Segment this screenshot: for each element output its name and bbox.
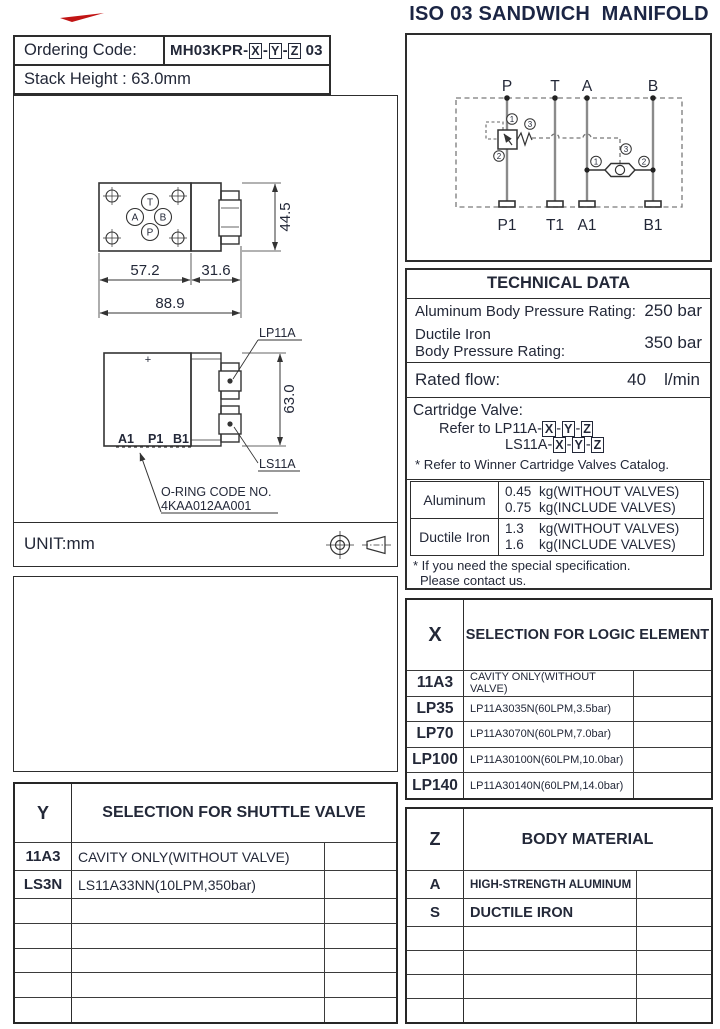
table-row-empty xyxy=(407,998,711,1022)
empty-cell xyxy=(15,924,72,948)
table-row xyxy=(411,482,703,518)
note-line1: * If you need the special specification. xyxy=(413,558,631,574)
cartridge-ref2-text: LS11A- xyxy=(505,436,553,453)
z-code: A xyxy=(407,871,464,898)
empty-panel xyxy=(13,576,398,772)
y-code: 11A3 xyxy=(15,843,72,870)
empty-cell xyxy=(72,998,325,1022)
dim-right-value: 31.6 xyxy=(201,262,231,279)
weight-value: 0.45 xyxy=(505,483,532,499)
ref-box-x: X xyxy=(542,421,555,437)
cartridge-valve-section xyxy=(407,398,710,480)
code-box-z: Z xyxy=(288,43,301,59)
dimension-drawing xyxy=(14,96,395,520)
iron-label-line1: Ductile Iron xyxy=(415,325,491,343)
rated-flow-value: 40 xyxy=(627,369,647,389)
empty-cell xyxy=(72,973,325,997)
technical-data-panel xyxy=(405,268,712,590)
label-b: B xyxy=(647,78,659,95)
dim-total-value: 88.9 xyxy=(155,295,185,312)
y-desc: CAVITY ONLY(WITHOUT VALVE) xyxy=(72,843,325,870)
code-sep: - xyxy=(282,42,288,59)
x-desc: LP11A30100N(60LPM,10.0bar) xyxy=(464,748,634,773)
weight-values xyxy=(499,519,703,555)
body-material-selection-table xyxy=(405,807,713,1024)
label-t: T xyxy=(550,78,560,95)
cartridge-ref-ls11a xyxy=(413,437,704,453)
technical-drawing-panel xyxy=(13,95,398,567)
x-code: 11A3 xyxy=(407,671,464,696)
cartridge-ref1-text: Refer to LP11A- xyxy=(439,420,542,437)
dim-44-5 xyxy=(242,183,294,251)
empty-cell xyxy=(325,899,396,923)
port-letters xyxy=(132,198,167,239)
empty-cell xyxy=(72,924,325,948)
empty-cell xyxy=(634,773,711,798)
projection-angle-icon xyxy=(362,534,392,556)
empty-cell xyxy=(637,999,711,1022)
x-table-key: X xyxy=(407,600,464,670)
weight-label: kg(WITHOUT VALVES) xyxy=(539,520,680,536)
iron-pressure-label xyxy=(415,326,565,360)
side-view-drawing xyxy=(104,326,302,513)
x-desc: LP11A3035N(60LPM,3.5bar) xyxy=(464,697,634,722)
oring-code-label: O-RING CODE NO. xyxy=(161,485,272,499)
ref-box-z: Z xyxy=(591,437,604,453)
table-row xyxy=(407,696,711,722)
z-table-title: BODY MATERIAL xyxy=(521,830,654,848)
logo-swoosh-shape xyxy=(60,13,104,22)
port-label-t: T xyxy=(146,197,154,209)
side-port-b1: B1 xyxy=(173,432,189,446)
marker-3: 3 xyxy=(623,144,629,154)
table-row xyxy=(407,870,711,898)
empty-cell xyxy=(637,951,711,974)
empty-cell xyxy=(325,871,396,898)
cartridge-valve-title: Cartridge Valve: xyxy=(413,401,523,419)
table-row xyxy=(407,898,711,926)
weight-value: 1.6 xyxy=(505,536,524,552)
ref-box-y: Y xyxy=(562,421,575,437)
ordering-code-value xyxy=(165,42,329,59)
table-row xyxy=(15,842,396,870)
weight-label: kg(INCLUDE VALVES) xyxy=(539,536,676,552)
y-code: LS3N xyxy=(15,871,72,898)
rated-flow-row xyxy=(407,363,710,398)
port-label-a: A xyxy=(131,212,139,224)
table-row-empty xyxy=(15,898,396,923)
marker-1: 1 xyxy=(509,114,515,124)
marker-3: 3 xyxy=(527,119,533,129)
empty-cell xyxy=(637,871,711,898)
z-desc: HIGH-STRENGTH ALUMINUM xyxy=(464,871,637,898)
iron-label-line2: Body Pressure Rating: xyxy=(415,342,566,360)
label-b1: B1 xyxy=(643,217,663,234)
unit-strip xyxy=(14,522,397,566)
ordering-code-table xyxy=(13,35,331,95)
table-row-empty xyxy=(407,950,711,974)
rated-flow-value-group xyxy=(627,370,702,390)
weight-material: Ductile Iron xyxy=(411,519,499,555)
empty-cell xyxy=(464,927,637,950)
table-row-empty xyxy=(15,923,396,948)
ref-box-x: X xyxy=(553,437,566,453)
x-code: LP70 xyxy=(407,722,464,747)
ref-sep: - xyxy=(556,420,562,437)
empty-cell xyxy=(325,949,396,973)
ordering-code-row xyxy=(15,37,329,66)
empty-cell xyxy=(407,999,464,1022)
empty-cell xyxy=(407,951,464,974)
weight-section xyxy=(407,480,710,557)
code-box-x: X xyxy=(249,43,263,59)
weight-value: 0.75 xyxy=(505,499,532,515)
dim-widths xyxy=(99,246,241,318)
shuttle-valve-selection-table xyxy=(13,782,398,1024)
ref-sep: - xyxy=(585,436,591,453)
note-line2: Please contact us. xyxy=(420,572,527,588)
x-desc: LP11A3070N(60LPM,7.0bar) xyxy=(464,722,634,747)
table-row-empty xyxy=(407,926,711,950)
x-table-title: SELECTION FOR LOGIC ELEMENT xyxy=(465,627,710,643)
dim-height-value: 44.5 xyxy=(277,202,294,232)
y-table-key: Y xyxy=(15,784,72,842)
table-row xyxy=(411,518,703,555)
weight-value: 1.3 xyxy=(505,520,524,536)
table-row-empty xyxy=(15,997,396,1022)
table-row xyxy=(407,721,711,747)
aluminum-pressure-row xyxy=(407,299,710,324)
ref-sep: - xyxy=(566,436,572,453)
weight-material: Aluminum xyxy=(411,482,499,518)
empty-cell xyxy=(407,975,464,998)
z-desc: DUCTILE IRON xyxy=(464,899,637,926)
dim-63-0 xyxy=(242,353,298,446)
weight-label: kg(INCLUDE VALVES) xyxy=(539,499,676,515)
table-row-empty xyxy=(15,972,396,997)
empty-cell xyxy=(325,843,396,870)
ref-box-z: Z xyxy=(581,421,594,437)
special-spec-note xyxy=(407,557,710,588)
y-table-header xyxy=(15,784,396,842)
empty-cell xyxy=(634,671,711,696)
iron-pressure-row xyxy=(407,323,710,363)
y-desc: LS11A33NN(10LPM,350bar) xyxy=(72,871,325,898)
weight-label: kg(WITHOUT VALVES) xyxy=(539,483,680,499)
table-row xyxy=(15,870,396,898)
table-row xyxy=(407,747,711,773)
rated-flow-label: Rated flow: xyxy=(415,369,501,389)
weight-table xyxy=(410,481,704,556)
x-code: LP35 xyxy=(407,697,464,722)
cartridge-top xyxy=(219,363,241,399)
label-p1: P1 xyxy=(497,217,517,234)
table-row-empty xyxy=(15,948,396,973)
callout-ls11a: LS11A xyxy=(259,457,296,471)
x-code: LP100 xyxy=(407,748,464,773)
port-label-b: B xyxy=(159,212,167,224)
empty-cell xyxy=(637,899,711,926)
table-row-empty xyxy=(407,974,711,998)
weight-values xyxy=(499,482,703,518)
empty-cell xyxy=(634,697,711,722)
dim-left-value: 57.2 xyxy=(130,262,160,279)
code-suffix: 03 xyxy=(305,42,323,59)
x-code: LP140 xyxy=(407,773,464,798)
mounting-hole-icon xyxy=(103,187,187,247)
z-table-key: Z xyxy=(407,809,464,870)
marker-2: 2 xyxy=(641,157,647,167)
table-row xyxy=(407,670,711,696)
aluminum-pressure-label: Aluminum Body Pressure Rating: xyxy=(415,302,636,320)
empty-cell xyxy=(325,924,396,948)
oring-code-number: 4KAA012AA001 xyxy=(161,499,252,513)
empty-cell xyxy=(637,927,711,950)
empty-cell xyxy=(407,927,464,950)
empty-cell xyxy=(15,973,72,997)
z-code: S xyxy=(407,899,464,926)
empty-cell xyxy=(15,899,72,923)
iron-pressure-value: 350 bar xyxy=(644,332,702,352)
y-table-title: SELECTION FOR SHUTTLE VALVE xyxy=(102,804,366,821)
datum-target-icon xyxy=(326,531,354,559)
empty-cell xyxy=(464,975,637,998)
ordering-code-label: Ordering Code: xyxy=(15,37,165,64)
empty-cell xyxy=(15,949,72,973)
ref-box-y: Y xyxy=(572,437,585,453)
cartridge-ref-lp11a xyxy=(413,421,704,437)
marker-1: 1 xyxy=(593,157,599,167)
label-a: A xyxy=(581,78,593,95)
empty-cell xyxy=(637,975,711,998)
page-title: ISO 03 SANDWICH MANIFOLD xyxy=(409,3,709,25)
unit-label: UNIT:mm xyxy=(24,534,95,553)
empty-cell xyxy=(325,998,396,1022)
label-t1: T1 xyxy=(545,217,565,234)
side-port-labels xyxy=(118,432,189,446)
z-table-header xyxy=(407,809,711,870)
brand-logo-mark xyxy=(58,12,108,26)
port-label-p: P xyxy=(146,227,154,239)
logic-element-selection-table xyxy=(405,598,713,800)
rated-flow-unit: l/min xyxy=(664,369,700,389)
empty-cell xyxy=(72,899,325,923)
stack-height-row: Stack Height : 63.0mm xyxy=(24,70,191,88)
label-p: P xyxy=(501,78,513,95)
empty-cell xyxy=(634,748,711,773)
table-row xyxy=(407,772,711,798)
label-a1: A1 xyxy=(577,217,597,234)
empty-cell xyxy=(72,949,325,973)
cartridge-catalog-note: * Refer to Winner Cartridge Valves Catalog. xyxy=(415,456,670,472)
x-desc: CAVITY ONLY(WITHOUT VALVE) xyxy=(464,671,634,696)
side-port-a1: A1 xyxy=(118,432,134,446)
plus-mark: + xyxy=(144,354,152,366)
code-prefix: MH03KPR- xyxy=(170,42,249,59)
x-desc: LP11A30140N(60LPM,14.0bar) xyxy=(464,773,634,798)
callout-lp11a: LP11A xyxy=(259,326,296,340)
empty-cell xyxy=(464,999,637,1022)
code-sep: - xyxy=(262,42,269,59)
empty-cell xyxy=(464,951,637,974)
marker-2: 2 xyxy=(496,151,502,161)
side-port-p1: P1 xyxy=(148,432,164,446)
ref-sep: - xyxy=(575,420,581,437)
aluminum-pressure-value: 250 bar xyxy=(644,301,702,321)
code-box-y: Y xyxy=(269,43,283,59)
empty-cell xyxy=(634,722,711,747)
dim-side-height-value: 63.0 xyxy=(281,384,298,414)
hydraulic-schematic xyxy=(405,33,712,262)
empty-cell xyxy=(325,973,396,997)
cartridge-bottom xyxy=(219,406,241,442)
technical-data-title: TECHNICAL DATA xyxy=(407,270,710,299)
x-table-header xyxy=(407,600,711,670)
empty-cell xyxy=(15,998,72,1022)
top-view-drawing xyxy=(99,183,294,318)
